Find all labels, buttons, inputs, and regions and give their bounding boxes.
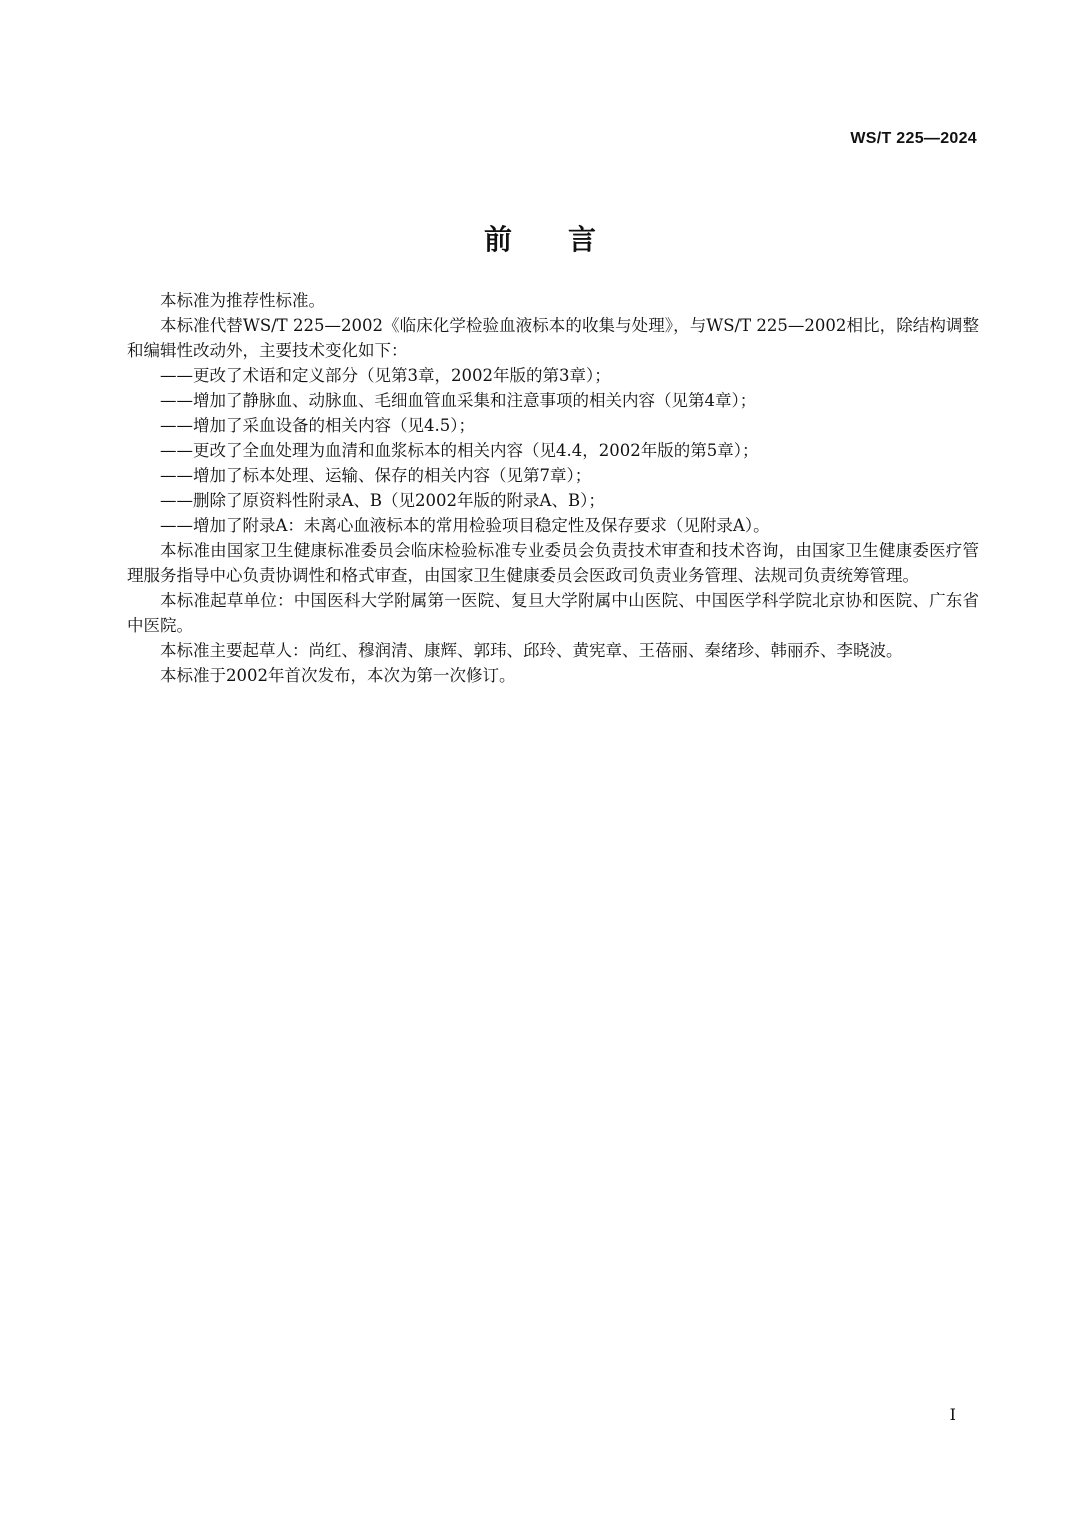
list-item: ——增加了采血设备的相关内容（见4.5）； (160, 416, 475, 435)
list-item: ——删除了原资料性附录A、B（见2002年版的附录A、B）； (160, 491, 605, 510)
list-item: ——增加了标本处理、运输、保存的相关内容（见第7章）； (160, 466, 592, 485)
paragraph-drafters: 本标准主要起草人：尚红、穆润清、康辉、郭玮、邱玲、黄宪章、王蓓丽、秦绪珍、韩丽乔、李晓波。 (160, 641, 903, 660)
page-title: 前言 (483, 223, 652, 256)
standard-code: WS/T 225—2024 (850, 130, 977, 147)
technical-changes-list (127, 363, 979, 538)
document-body (127, 288, 979, 688)
page-number: I (949, 1405, 956, 1424)
list-item: ——更改了全血处理为血清和血浆标本的相关内容（见4.4，2002年版的第5章）； (160, 441, 759, 460)
paragraph-review-committee: 本标准由国家卫生健康标准委员会临床检验标准专业委员会负责技术审查和技术咨询，由国家卫生健康委医疗管理服务指导中心负责协调性和格式审查，由国家卫生健康委员会医政司负责业务管理、法规司负责统筹管理。 (127, 541, 979, 585)
list-item: ——更改了术语和定义部分（见第3章，2002年版的第3章）； (160, 366, 611, 385)
paragraph-publication-history: 本标准于2002年首次发布，本次为第一次修订。 (160, 666, 516, 685)
list-item: ——增加了附录A：未离心血液标本的常用检验项目稳定性及保存要求（见附录A）。 (160, 516, 770, 535)
paragraph-drafting-units: 本标准起草单位：中国医科大学附属第一医院、复旦大学附属中山医院、中国医学科学院北京协和医院、广东省中医院。 (127, 591, 979, 635)
list-item: ——增加了静脉血、动脉血、毛细血管血采集和注意事项的相关内容（见第4章）； (160, 391, 757, 410)
paragraph-replaces: 本标准代替WS/T 225—2002《临床化学检验血液标本的收集与处理》，与WS/T 225—2002相比，除结构调整和编辑性改动外，主要技术变化如下： (127, 316, 979, 360)
paragraph-recommended: 本标准为推荐性标准。 (160, 291, 325, 310)
